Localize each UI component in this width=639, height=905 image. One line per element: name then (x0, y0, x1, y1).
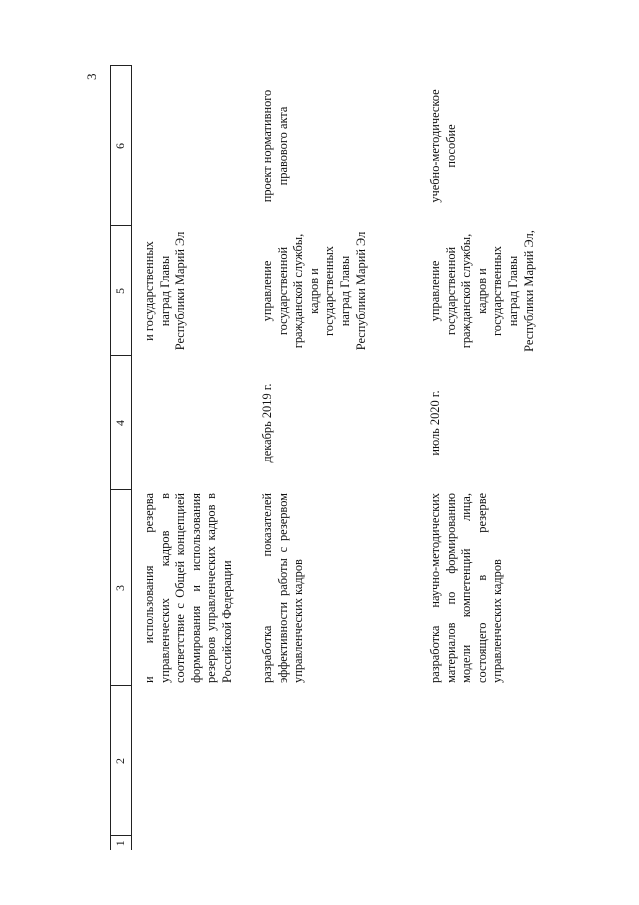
column-header-1: 1 (111, 836, 132, 850)
cell-responsible: управление государственной гражданской службы, кадров и государственных наград Главы Республики Марий Эл (260, 231, 368, 351)
cell-task (400, 686, 572, 836)
cell-number (246, 836, 400, 850)
cell-number (132, 836, 247, 850)
cell-task (246, 686, 400, 836)
cell-deadline (132, 356, 247, 490)
cell-activity: разработка показателей эффективности работы с резервом управленческих кадров (260, 493, 306, 683)
table-row (132, 66, 247, 850)
cell-responsible: управление государственной гражданской службы, кадров и государственных наград Главы Республики Марий Эл, (428, 230, 536, 352)
column-header-3: 3 (111, 490, 132, 686)
cell-result: учебно-методическое пособие (428, 89, 458, 203)
column-header-6: 6 (111, 66, 132, 226)
cell-activity: разработка научно-методических материалов по формированию модели компетенций лица, состоящего в резерве управленческих кадров (428, 493, 505, 683)
cell-result: проект нормативного правового акта (260, 89, 290, 203)
cell-deadline: декабрь 2019 г. (260, 383, 274, 463)
column-header-5: 5 (111, 226, 132, 356)
plan-table (110, 66, 572, 851)
cell-activity: и использования резерва управленческих кадров в соответствие с Общей концепцией формирования и использования резервов управленческих кадров в Российской Федерации (142, 493, 234, 683)
column-header-2: 2 (111, 686, 132, 836)
cell-result (132, 66, 247, 226)
column-numbers-row (111, 66, 132, 850)
table-row (246, 66, 400, 850)
cell-task (132, 686, 247, 836)
page-number: 3 (84, 73, 99, 80)
table-row (400, 66, 572, 850)
cell-number (400, 836, 572, 850)
cell-responsible: и государственных наград Главы Республики Марий Эл (142, 231, 188, 351)
rotated-page-content (110, 66, 536, 850)
cell-deadline: июль 2020 г. (428, 390, 442, 456)
column-header-4: 4 (111, 356, 132, 490)
